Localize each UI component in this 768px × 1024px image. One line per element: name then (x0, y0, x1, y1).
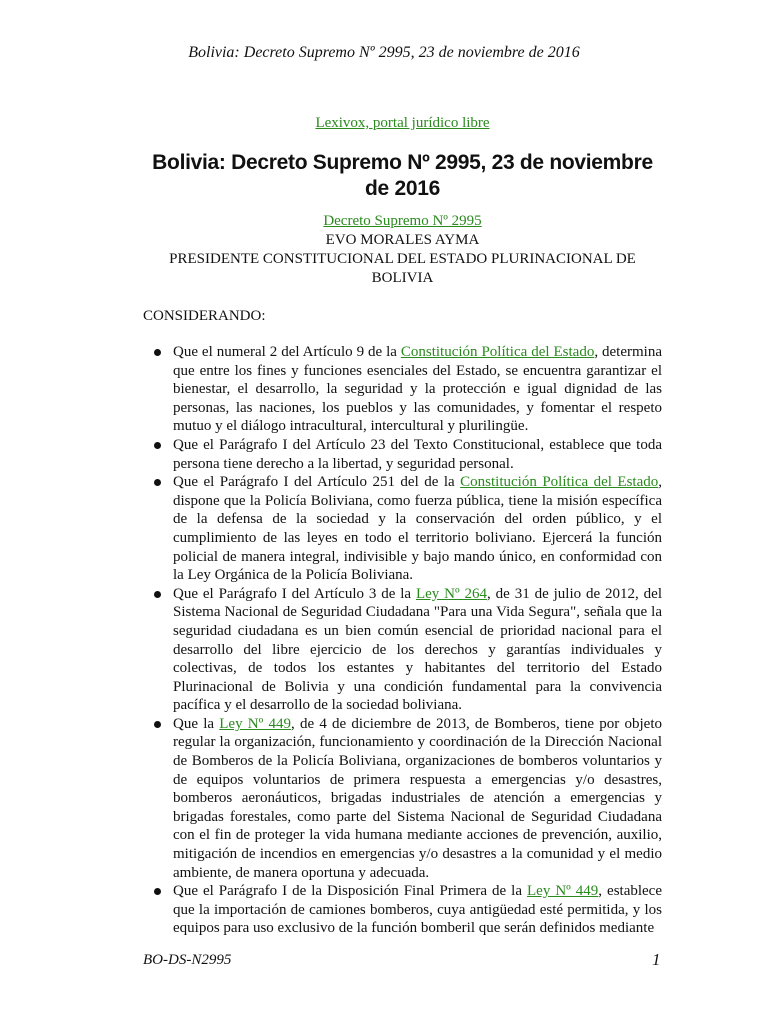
list-item (143, 343, 662, 436)
bullet-icon (154, 479, 161, 486)
bullet-icon (154, 349, 161, 356)
ley-449-link[interactable]: Ley Nº 449 (219, 715, 291, 732)
lexivox-link[interactable]: Lexivox, portal jurídico libre (315, 115, 490, 131)
bullet-text: , dispone que la Policía Boliviana, como fuerza pública, tiene la misión específica de la defensa de la sociedad y la conservación del orden público, y el cumplimiento de las leyes en todo el territorio boliviano. Ejercerá la función policial de manera integral, indivisible y bajo mando único, en conformidad con la Ley Orgánica de la Policía Boliviana. (173, 474, 662, 584)
bullet-text: , de 4 de diciembre de 2013, de Bomberos, tiene por objeto regular la organización, funcionamiento y coordinación de la Dirección Nacional de Bomberos de la Policía Boliviana, organizaciones de bomberos voluntarios y de equipos voluntarios de primera respuesta a emergencias y/o desastres, bomberos aeronáuticos, brigadas industriales de atención a emergencias y brigadas forestales, como parte del Sistema Nacional de Seguridad Ciudadana con el fin de proteger la vida humana mediante acciones de prevención, auxilio, mitigación de incendios en emergencias y/o desastres a la comunidad y el medio ambiente, de manera oportuna y adecuada. (173, 715, 662, 881)
document-title: Bolivia: Decreto Supremo Nº 2995, 23 de noviembre de 2016 (152, 151, 653, 200)
considerando-heading: CONSIDERANDO: (143, 308, 266, 324)
constitucion-link[interactable]: Constitución Política del Estado (400, 344, 595, 360)
source-link-line (143, 114, 662, 132)
document-body (143, 114, 662, 938)
footer-doc-code: BO-DS-N2995 (143, 952, 232, 968)
bullet-icon (154, 442, 161, 449)
issuer-office: PRESIDENTE CONSTITUCIONAL DEL ESTADO PLURINACIONAL DE BOLIVIA (169, 251, 636, 286)
bullet-icon (154, 591, 161, 598)
decree-link[interactable]: Decreto Supremo Nº 2995 (323, 213, 482, 229)
list-item (143, 585, 662, 715)
decree-heading (143, 212, 662, 288)
bullet-text: Que el Parágrafo I de la Disposición Final Primera de la (173, 883, 527, 900)
running-header: Bolivia: Decreto Supremo Nº 2995, 23 de noviembre de 2016 (188, 44, 580, 61)
page-number: 1 (652, 950, 661, 969)
list-item (143, 436, 662, 473)
bullet-text: , determina que entre los fines y funciones esenciales del Estado, se encuentra garantizar el bienestar, el desarrollo, la seguridad y la protección e igual dignidad de las personas, las naciones, los pueblos y las comunidades, y fomentar el respeto mutuo y el diálogo intracultural, intercultural y plurilingüe. (173, 344, 662, 435)
bullet-text: Que la (173, 715, 220, 732)
list-item (143, 473, 662, 585)
bullet-text: Que el numeral 2 del Artículo 9 de la (173, 344, 401, 360)
bullet-text: , establece que la importación de camiones bomberos, cuya antigüedad esté permitida, y los equipos para uso exclusivo de la función bomberil que serán definidos mediante (173, 883, 663, 937)
list-item (143, 715, 662, 882)
bullet-text: , de 31 de julio de 2012, del Sistema Nacional de Seguridad Ciudadana "Para una Vida Segura", señala que la seguridad ciudadana es un bien común esencial de prioridad nacional para el desarrollo del libre ejercicio de los derechos y garantías individuales y colectivas, de todos los estantes y habitantes del territorio del Estado Plurinacional de Bolivia y una condición fundamental para la convivencia pacífica y el desarrollo de la sociedad boliviana. (173, 585, 662, 714)
bullet-icon (154, 721, 161, 728)
bullet-text: Que el Parágrafo I del Artículo 23 del Texto Constitucional, establece que toda persona tiene derecho a la libertad, y seguridad personal. (173, 436, 662, 472)
list-item (143, 882, 662, 938)
bullet-text: Que el Parágrafo I del Artículo 3 de la (173, 585, 416, 602)
ley-449-link[interactable]: Ley Nº 449 (527, 883, 599, 900)
bullet-icon (154, 888, 161, 895)
issuer-name: EVO MORALES AYMA (325, 232, 480, 248)
bullet-text: Que el Parágrafo I del Artículo 251 del de la (173, 474, 461, 491)
constitucion-link[interactable]: Constitución Política del Estado (460, 474, 659, 491)
ley-264-link[interactable]: Ley Nº 264 (415, 585, 488, 602)
considerando-list (143, 343, 662, 938)
